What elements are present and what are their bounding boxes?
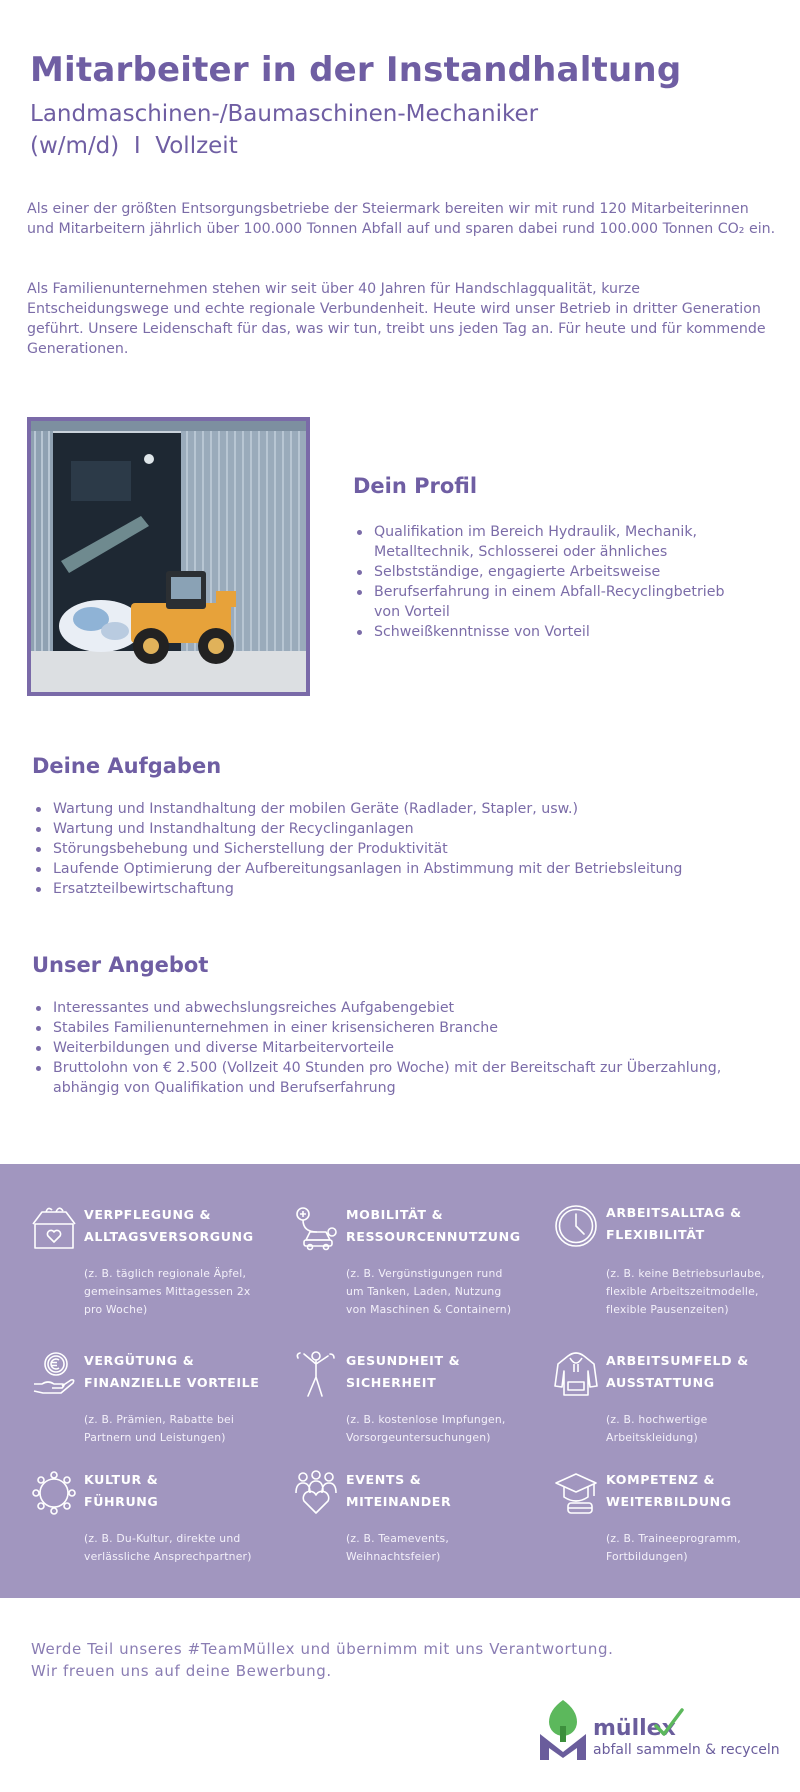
benefit-title: EVENTS & MITEINANDER — [346, 1472, 452, 1509]
angebot-list — [32, 998, 772, 1098]
benefit-description: (z. B. hochwertige Arbeitskleidung) — [606, 1413, 708, 1444]
hoodie-icon — [554, 1350, 598, 1398]
clock-icon — [554, 1202, 598, 1250]
benefit-title: VERPFLEGUNG & ALLTAGSVERSORGUNG — [84, 1207, 254, 1244]
page-title: Mitarbeiter in der Instandhaltung — [30, 50, 682, 90]
aufgaben-list — [32, 799, 772, 899]
list-item: Berufserfahrung in einem Abfall-Recyclingbetrieb von Vorteil — [353, 582, 753, 622]
person-health-icon — [294, 1350, 338, 1398]
page-subtitle — [30, 98, 630, 162]
call-to-action — [31, 1638, 731, 1682]
checkmark-icon — [654, 1708, 684, 1738]
logo-mark-icon — [538, 1700, 588, 1762]
aufgaben-heading: Deine Aufgaben — [32, 754, 222, 778]
list-item: Interessantes und abwechslungsreiches Aufgabengebiet — [32, 998, 772, 1018]
benefit-description: (z. B. kostenlose Impfungen, Vorsorgeuntersuchungen) — [346, 1413, 506, 1444]
meal-box-icon — [32, 1204, 76, 1252]
list-item: Laufende Optimierung der Aufbereitungsanlagen in Abstimmung mit der Betriebsleitung — [32, 859, 772, 879]
cta-line-1: Werde Teil unseres #TeamMüllex und übernimm mit uns Verantwortung. — [31, 1640, 614, 1658]
benefit-title: VERGÜTUNG & FINANZIELLE VORTEILE — [84, 1353, 260, 1390]
list-item: Wartung und Instandhaltung der Recyclinganlagen — [32, 819, 772, 839]
benefit-description: (z. B. Du-Kultur, direkte und verlässliche Ansprechpartner) — [84, 1532, 252, 1563]
subtitle-employment-type: (w/m/d) I Vollzeit — [30, 133, 238, 159]
list-item: Störungsbehebung und Sicherstellung der Produktivität — [32, 839, 772, 859]
benefit-title: ARBEITSUMFELD & AUSSTATTUNG — [606, 1353, 749, 1390]
list-item: Stabiles Familienunternehmen in einer krisensicheren Branche — [32, 1018, 772, 1038]
benefit-title: MOBILITÄT & RESSOURCENNUTZUNG — [346, 1207, 521, 1244]
benefit-description: (z. B. täglich regionale Äpfel, gemeinsames Mittagessen 2x pro Woche) — [84, 1267, 251, 1316]
list-item: Qualifikation im Bereich Hydraulik, Mechanik, Metalltechnik, Schlosserei oder ähnliches — [353, 522, 753, 562]
benefit-title: KOMPETENZ & WEITERBILDUNG — [606, 1472, 732, 1509]
list-item: Selbstständige, engagierte Arbeitsweise — [353, 562, 753, 582]
benefit-description: (z. B. Teamevents, Weihnachtsfeier) — [346, 1532, 449, 1563]
list-item: Schweißkenntnisse von Vorteil — [353, 622, 753, 642]
muellex-logo — [538, 1698, 778, 1768]
benefit-description: (z. B. keine Betriebsurlaube, flexible Arbeitszeitmodelle, flexible Pausenzeiten) — [606, 1267, 765, 1316]
benefit-title: GESUNDHEIT & SICHERHEIT — [346, 1353, 461, 1390]
angebot-heading: Unser Angebot — [32, 953, 209, 977]
profil-list — [353, 522, 753, 642]
subtitle-job-title: Landmaschinen-/Baumaschinen-Mechaniker — [30, 101, 539, 127]
benefits-panel — [0, 1164, 800, 1598]
logo-wordmark: müllex — [593, 1716, 676, 1741]
car-eco-icon — [294, 1204, 338, 1252]
profil-heading: Dein Profil — [353, 474, 478, 498]
list-item: Wartung und Instandhaltung der mobilen Geräte (Radlader, Stapler, usw.) — [32, 799, 772, 819]
graduation-cap-icon — [554, 1469, 598, 1517]
list-item: Weiterbildungen und diverse Mitarbeitervorteile — [32, 1038, 772, 1058]
benefit-title: KULTUR & FÜHRUNG — [84, 1472, 159, 1509]
benefit-description: (z. B. Prämien, Rabatte bei Partnern und Leistungen) — [84, 1413, 235, 1444]
list-item: Bruttolohn von € 2.500 (Vollzeit 40 Stunden pro Woche) mit der Bereitschaft zur Überzahlung, abhängig von Qualifikation und Berufserfahrung — [32, 1058, 772, 1098]
benefit-description: (z. B. Traineeprogramm, Fortbildungen) — [606, 1532, 741, 1563]
intro-paragraph-family: Als Familienunternehmen stehen wir seit über 40 Jahren für Handschlagqualität, kurze Entscheidungswege und echte regionale Verbundenheit. Heute wird unser Betrieb in dritter Generation geführt. Unsere Leidenschaft für das, was wir tun, treibt uns jeden Tag an. Für heute und für kommende Generationen. — [27, 281, 766, 357]
euro-hand-icon — [32, 1350, 76, 1398]
benefit-title: ARBEITSALLTAG & FLEXIBILITÄT — [606, 1205, 742, 1242]
list-item: Ersatzteilbewirtschaftung — [32, 879, 772, 899]
wheel-loader-photo — [27, 417, 310, 696]
cta-line-2: Wir freuen uns auf deine Bewerbung. — [31, 1662, 332, 1680]
intro-paragraph-company: Als einer der größten Entsorgungsbetriebe der Steiermark bereiten wir mit rund 120 Mitarbeiterinnen und Mitarbeitern jährlich über 100.000 Tonnen Abfall auf und sparen dabei rund 100.000 Tonnen CO₂ ein. — [27, 201, 776, 237]
benefit-description: (z. B. Vergünstigungen rund um Tanken, Laden, Nutzung von Maschinen & Containern) — [346, 1267, 512, 1316]
team-heart-icon — [294, 1469, 338, 1517]
people-circle-icon — [32, 1469, 76, 1517]
logo-tagline: abfall sammeln & recyceln — [593, 1742, 780, 1758]
